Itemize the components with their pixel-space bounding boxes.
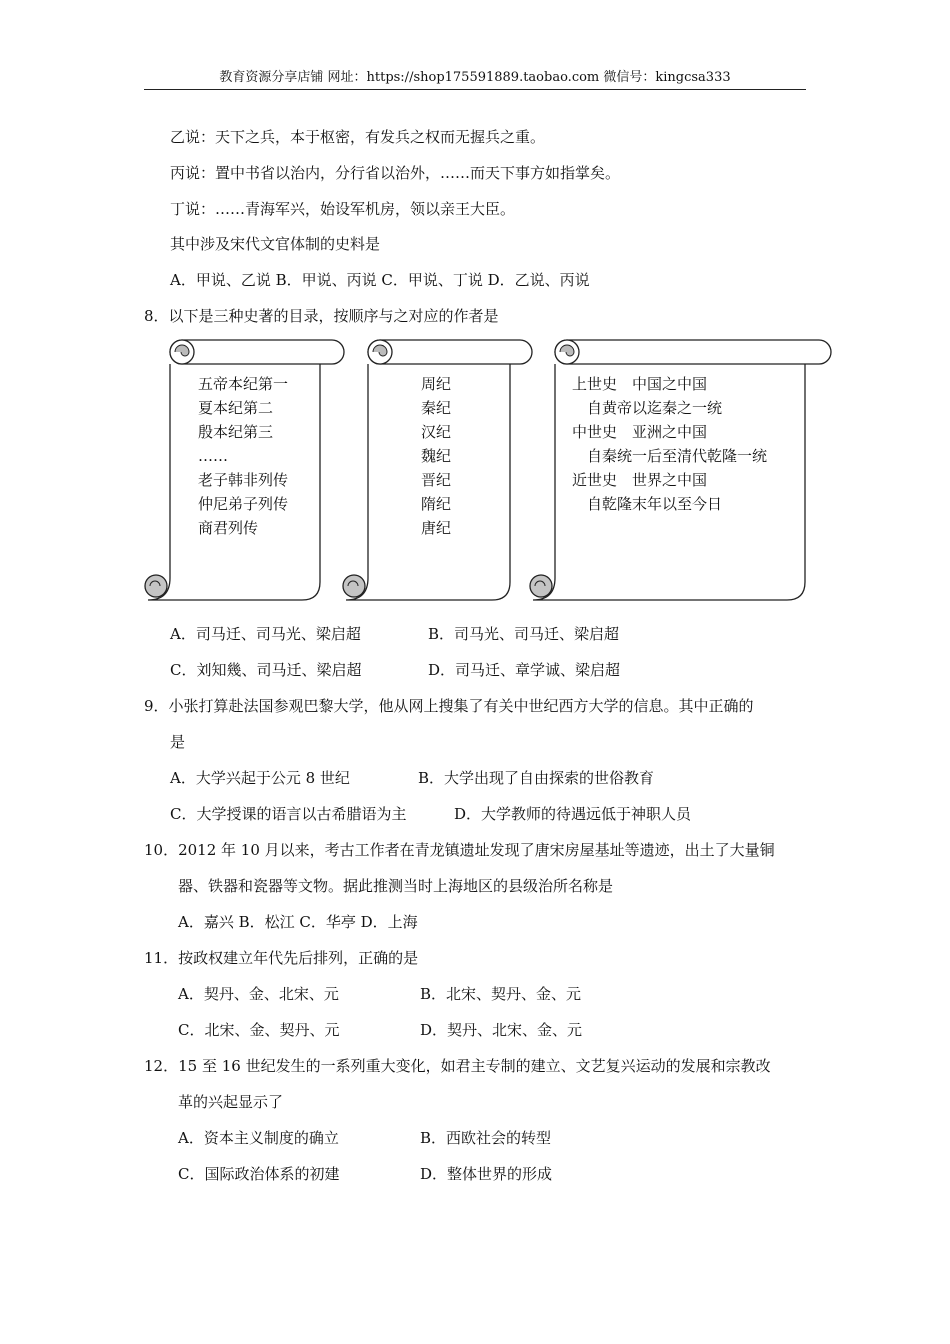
q9-option-c: C．大学授课的语言以古希腊语为主 [170,805,407,823]
scroll-1-item: …… [198,447,228,465]
scroll-3-item: 自秦统一后至清代乾隆一统 [572,447,768,465]
q7-line-yi: 乙说：天下之兵，本于枢密，有发兵之权而无握兵之重。 [170,128,546,146]
q8-option-b: B．司马光、司马迁、梁启超 [428,625,620,643]
scroll-2-item: 魏纪 [421,447,452,465]
scroll-1-item: 五帝本纪第一 [198,375,289,393]
scroll-3-contents [572,372,767,516]
scroll-1-item: 夏本纪第二 [198,399,274,417]
scroll-2-item: 隋纪 [421,495,452,513]
scroll-3-item: 中世史 亚洲之中国 [572,423,708,441]
scroll-2-item: 晋纪 [421,471,452,489]
q7-question: 其中涉及宋代文官体制的史料是 [170,235,381,253]
q11-option-b: B．北宋、契丹、金、元 [420,985,582,1003]
q11-option-d: D．契丹、北宋、金、元 [420,1021,583,1039]
scroll-2-item: 秦纪 [421,399,452,417]
q12-option-c: C．国际政治体系的初建 [178,1165,340,1183]
scroll-2-item: 唐纪 [421,519,452,537]
q11-option-c: C．北宋、金、契丹、元 [178,1021,340,1039]
q9-option-d: D．大学教师的待遇远低于神职人员 [454,805,692,823]
page-header: 教育资源分享店铺 网址：https://shop175591889.taobao.com 微信号：kingcsa333 [144,66,806,90]
scroll-1-contents [198,372,288,540]
q11-option-a: A．契丹、金、北宋、元 [178,985,339,1003]
q12-stem: 12．15 至 16 世纪发生的一系列重大变化，如君主专制的建立、文艺复兴运动的发展和宗教改 [144,1057,771,1075]
q12-option-b: B．西欧社会的转型 [420,1129,552,1147]
scroll-1-item: 商君列传 [198,519,259,537]
scroll-3-item: 近世史 世界之中国 [572,471,708,489]
q9-option-a: A．大学兴起于公元 8 世纪 [170,769,350,787]
scroll-3-item: 自黄帝以迄秦之一统 [572,399,723,417]
q9-stem: 9．小张打算赴法国参观巴黎大学，他从网上搜集了有关中世纪西方大学的信息。其中正确的 [144,697,754,715]
q8-stem: 8．以下是三种史著的目录，按顺序与之对应的作者是 [144,307,499,325]
q10-options: A．嘉兴 B．松江 C．华亭 D．上海 [178,913,418,931]
q10-stem: 10．2012 年 10 月以来，考古工作者在青龙镇遗址发现了唐宋房屋基址等遗迹，出土了大量铜 [144,841,775,859]
scroll-3-item: 上世史 中国之中国 [572,375,708,393]
scroll-2-contents [421,372,451,540]
q9-stem-cont: 是 [170,733,186,751]
q9-option-b: B．大学出现了自由探索的世俗教育 [418,769,655,787]
scroll-2-item: 周纪 [421,375,452,393]
q7-line-bing: 丙说：置中书省以治内，分行省以治外，……而天下事方如指掌矣。 [170,164,621,182]
q8-option-d: D．司马迁、章学诚、梁启超 [428,661,621,679]
q8-option-c: C．刘知幾、司马迁、梁启超 [170,661,362,679]
scroll-2-item: 汉纪 [421,423,452,441]
q12-option-a: A．资本主义制度的确立 [178,1129,339,1147]
scroll-1-item: 老子韩非列传 [198,471,289,489]
q7-line-ding: 丁说：……青海军兴，始设军机房，领以亲王大臣。 [170,200,516,218]
q11-stem: 11．按政权建立年代先后排列，正确的是 [144,949,419,967]
q12-stem-cont: 革的兴起显示了 [178,1093,284,1111]
scroll-1-item: 仲尼弟子列传 [198,495,289,513]
q12-option-d: D．整体世界的形成 [420,1165,553,1183]
q8-option-a: A．司马迁、司马光、梁启超 [170,625,361,643]
scroll-1-item: 殷本纪第三 [198,423,274,441]
q10-stem-cont: 器、铁器和瓷器等文物。据此推测当时上海地区的县级治所名称是 [178,877,614,895]
q7-options: A．甲说、乙说 B．甲说、丙说 C．甲说、丁说 D．乙说、丙说 [170,271,590,289]
scroll-3-item: 自乾隆末年以至今日 [572,495,723,513]
